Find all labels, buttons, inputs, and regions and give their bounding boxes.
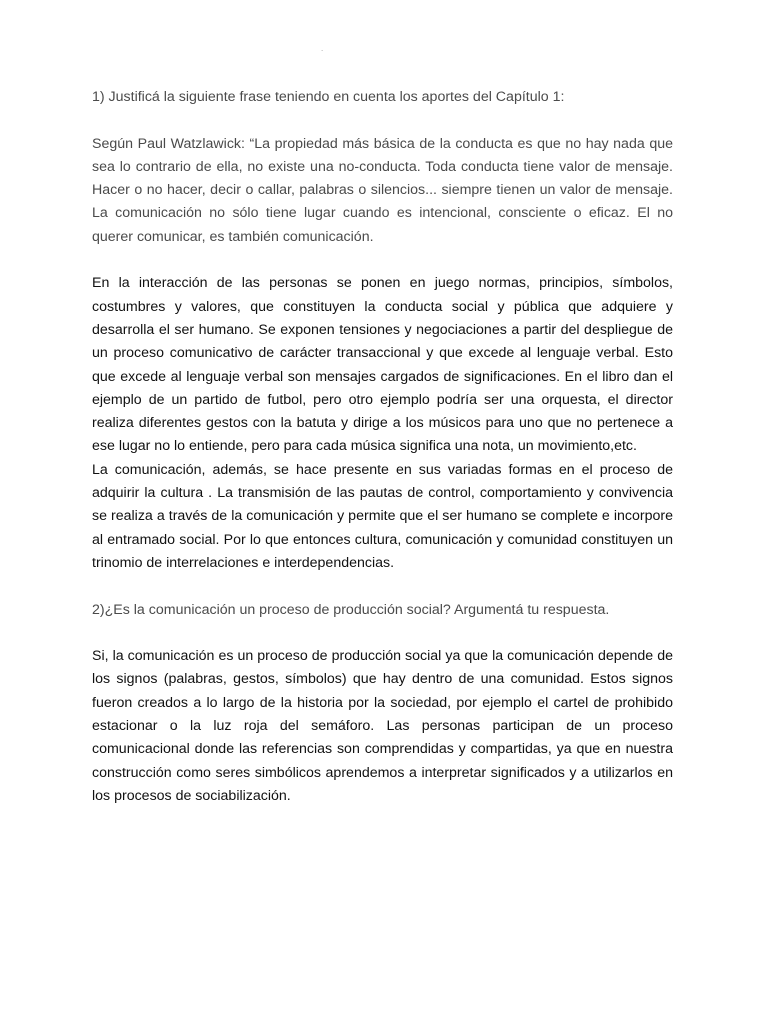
question-1: 1) Justificá la siguiente frase teniendo en cuenta los aportes del Capítulo 1: <box>92 89 565 105</box>
answer-1-paragraph-1: En la interacción de las personas se ponen en juego normas, principios, símbolos, costumbres y valores, que constituyen la conducta social y pública que adquiere y desarrolla el ser humano. Se exponen tensiones y negociaciones a partir del despliegue de un proceso comunicativo de carácter transaccional y que excede al lenguaje verbal. Esto que excede al lenguaje verbal son mensajes cargados de significaciones. En el libro dan el ejemplo de un partido de futbol, pero otro ejemplo podría ser una orquesta, el director realiza diferentes gestos con la batuta y dirige a los músicos para uno que no pertenece a ese lugar no lo entiende, pero para cada música significa una nota, un movimiento,etc. <box>92 275 673 455</box>
question-2: 2)¿Es la comunicación un proceso de producción social? Argumentá tu respuesta. <box>92 601 610 618</box>
header-dot-mark: . <box>321 44 324 53</box>
answer-1-paragraph-2: La comunicación, además, se hace presente en sus variadas formas en el proceso de adquirir la cultura . La transmisión de las pautas de control, comportamiento y convivencia se realiza a través de la comunicación y permite que el ser humano se complete e incorpore al entramado social. Por lo que entonces cultura, comunicación y comunidad constituyen un trinomio de interrelaciones e interdependencias. <box>92 461 673 571</box>
document-body <box>92 86 673 808</box>
watzlawick-quote: Según Paul Watzlawick: “La propiedad más básica de la conducta es que no hay nada que sea lo contrario de ella, no existe una no-conducta. Toda conducta tiene valor de mensaje. Hacer o no hacer, decir o callar, palabras o silencios... siempre tienen un valor de mensaje. La comunicación no sólo tiene lugar cuando es intencional, consciente o eficaz. El no querer comunicar, es también comunicación. <box>92 135 673 245</box>
answer-2: Si, la comunicación es un proceso de producción social ya que la comunicación depende de los signos (palabras, gestos, símbolos) que hay dentro de una comunidad. Estos signos fueron creados a lo largo de la historia por la sociedad, por ejemplo el cartel de prohibido estacionar o la luz roja del semáforo. Las personas participan de un proceso comunicacional donde las referencias son comprendidas y compartidas, ya que en nuestra construcción como seres simbólicos aprendemos a interpretar significados y a utilizarlos en los procesos de sociabilización. <box>92 648 673 804</box>
